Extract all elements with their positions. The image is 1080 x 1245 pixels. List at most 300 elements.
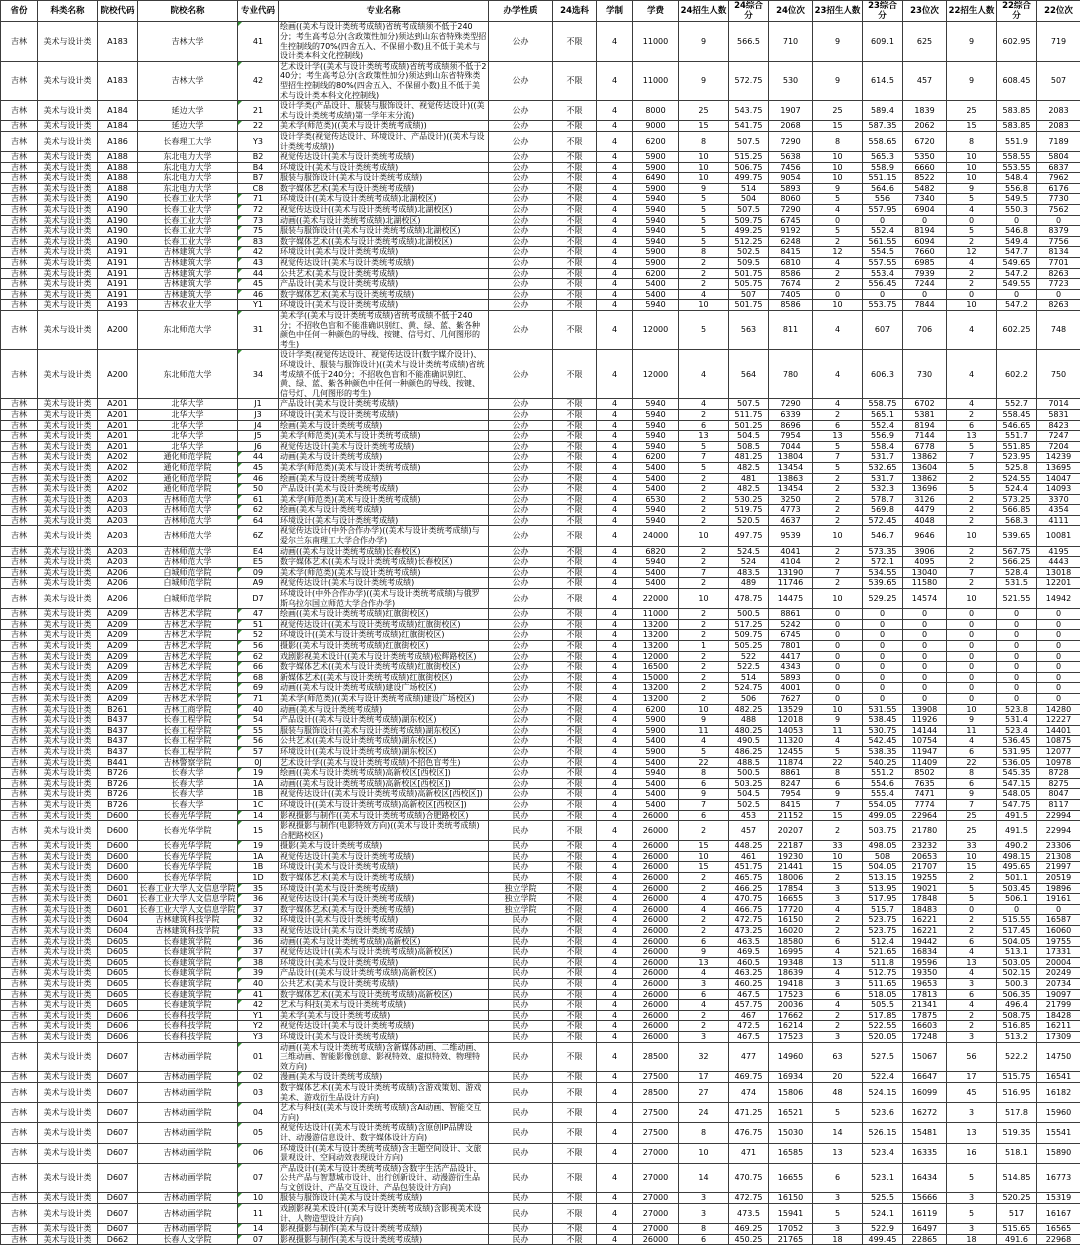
cell-major-name[interactable]: 视觉传达设计(美术与设计类统考成绩)	[279, 258, 489, 269]
cell-enroll-24[interactable]: 5	[679, 226, 729, 237]
cell-major-code[interactable]: Y3	[238, 131, 279, 151]
cell-enroll-23[interactable]: 2	[813, 1010, 863, 1021]
cell-province[interactable]: 吉林	[1, 152, 38, 163]
cell-major-code[interactable]: 06	[238, 1143, 279, 1163]
cell-enroll-22[interactable]: 16	[947, 1143, 997, 1163]
cell-score-24[interactable]: 500.5	[729, 609, 769, 620]
cell-enroll-23[interactable]: 9	[813, 61, 863, 100]
cell-category[interactable]: 美术与设计类	[38, 693, 98, 704]
cell-major-code[interactable]: 46	[238, 289, 279, 300]
cell-school-type[interactable]: 民办	[489, 1163, 553, 1193]
cell-score-22[interactable]: 583.85	[997, 121, 1037, 132]
cell-category[interactable]: 美术与设计类	[38, 1193, 98, 1204]
cell-enroll-22[interactable]: 5	[947, 462, 997, 473]
cell-province[interactable]: 吉林	[1, 904, 38, 915]
cell-enroll-22[interactable]: 0	[947, 630, 997, 641]
cell-score-24[interactable]: 507.5	[729, 399, 769, 410]
cell-subject-req-24[interactable]: 不限	[553, 131, 597, 151]
cell-major-name[interactable]: 美术学(师范类)(美术与设计类统考成绩)	[279, 431, 489, 442]
cell-college-name[interactable]: 长春工业大学人文信息学院	[138, 883, 238, 894]
cell-duration[interactable]: 4	[597, 279, 633, 290]
cell-school-type[interactable]: 民办	[489, 1193, 553, 1204]
cell-college-name[interactable]: 吉林艺术学院	[138, 609, 238, 620]
cell-score-22[interactable]: 549.65	[997, 258, 1037, 269]
cell-duration[interactable]: 4	[597, 841, 633, 852]
cell-duration[interactable]: 4	[597, 619, 633, 630]
cell-major-name[interactable]: 视觉传达设计(美术与设计类统考成绩)	[279, 578, 489, 589]
cell-school-type[interactable]: 公办	[489, 205, 553, 216]
cell-college-code[interactable]: A191	[98, 279, 138, 290]
cell-major-code[interactable]: 45	[238, 462, 279, 473]
cell-score-24[interactable]: 482.5	[729, 462, 769, 473]
cell-tuition[interactable]: 28500	[633, 1082, 679, 1102]
cell-enroll-23[interactable]: 2	[813, 578, 863, 589]
cell-enroll-23[interactable]: 2	[813, 279, 863, 290]
cell-college-code[interactable]: A188	[98, 162, 138, 173]
cell-enroll-22[interactable]: 2	[947, 578, 997, 589]
cell-score-23[interactable]: 503.75	[863, 821, 903, 841]
cell-college-code[interactable]: D600	[98, 862, 138, 873]
cell-school-type[interactable]: 民办	[489, 810, 553, 821]
cell-province[interactable]: 吉林	[1, 619, 38, 630]
cell-tuition[interactable]: 26000	[633, 979, 679, 990]
cell-college-name[interactable]: 通化师范学院	[138, 462, 238, 473]
cell-province[interactable]: 吉林	[1, 936, 38, 947]
cell-major-name[interactable]: 产品设计(美术与设计类统考成绩)	[279, 399, 489, 410]
cell-school-type[interactable]: 公办	[489, 641, 553, 652]
cell-rank-24[interactable]: 16150	[769, 1193, 813, 1204]
cell-major-name[interactable]: 绘画((美术与设计类统考成绩)高新校区[西校区])	[279, 768, 489, 779]
cell-rank-22[interactable]: 7756	[1037, 236, 1080, 247]
cell-category[interactable]: 美术与设计类	[38, 768, 98, 779]
cell-school-type[interactable]: 民办	[489, 1010, 553, 1021]
cell-score-24[interactable]: 501.75	[729, 300, 769, 311]
cell-score-24[interactable]: 472.75	[729, 915, 769, 926]
cell-major-code[interactable]: Y2	[238, 1021, 279, 1032]
cell-duration[interactable]: 4	[597, 452, 633, 463]
cell-major-name[interactable]: 戏剧影视美术设计((美术与设计类统考成绩)含影视美术设计、人物造型设计方向)	[279, 1204, 489, 1224]
cell-category[interactable]: 美术与设计类	[38, 609, 98, 620]
cell-rank-24[interactable]: 8586	[769, 300, 813, 311]
cell-enroll-23[interactable]: 6	[813, 778, 863, 789]
cell-major-code[interactable]: 71	[238, 194, 279, 205]
cell-tuition[interactable]: 13200	[633, 683, 679, 694]
cell-rank-22[interactable]: 14047	[1037, 473, 1080, 484]
cell-rank-24[interactable]: 7044	[769, 441, 813, 452]
cell-category[interactable]: 美术与设计类	[38, 546, 98, 557]
cell-enroll-23[interactable]: 3	[813, 979, 863, 990]
cell-tuition[interactable]: 27500	[633, 1123, 679, 1143]
cell-major-code[interactable]: 61	[238, 494, 279, 505]
cell-province[interactable]: 吉林	[1, 873, 38, 884]
cell-score-22[interactable]: 517.45	[997, 926, 1037, 937]
cell-duration[interactable]: 4	[597, 526, 633, 546]
cell-tuition[interactable]: 26000	[633, 821, 679, 841]
cell-enroll-24[interactable]: 3	[679, 1204, 729, 1224]
cell-score-22[interactable]: 550.3	[997, 205, 1037, 216]
cell-school-type[interactable]: 民办	[489, 1072, 553, 1083]
cell-rank-23[interactable]: 4095	[903, 557, 947, 568]
cell-category[interactable]: 美术与设计类	[38, 862, 98, 873]
cell-rank-22[interactable]: 14239	[1037, 452, 1080, 463]
cell-major-name[interactable]: 环境设计(美术与设计类统考成绩)	[279, 862, 489, 873]
cell-college-code[interactable]: A201	[98, 441, 138, 452]
cell-enroll-23[interactable]: 10	[813, 526, 863, 546]
cell-tuition[interactable]: 5400	[633, 279, 679, 290]
cell-score-22[interactable]: 519.35	[997, 1123, 1037, 1143]
cell-duration[interactable]: 4	[597, 557, 633, 568]
cell-rank-24[interactable]: 5893	[769, 183, 813, 194]
cell-enroll-24[interactable]: 4	[679, 968, 729, 979]
cell-duration[interactable]: 4	[597, 725, 633, 736]
cell-category[interactable]: 美术与设计类	[38, 651, 98, 662]
cell-subject-req-24[interactable]: 不限	[553, 651, 597, 662]
cell-score-24[interactable]: 460.25	[729, 979, 769, 990]
cell-college-code[interactable]: A191	[98, 258, 138, 269]
cell-province[interactable]: 吉林	[1, 101, 38, 121]
cell-province[interactable]: 吉林	[1, 473, 38, 484]
cell-rank-24[interactable]: 18006	[769, 873, 813, 884]
cell-college-name[interactable]: 长春科技学院	[138, 1031, 238, 1042]
cell-duration[interactable]: 4	[597, 194, 633, 205]
cell-enroll-24[interactable]: 4	[679, 350, 729, 399]
cell-college-code[interactable]: A191	[98, 268, 138, 279]
cell-score-22[interactable]: 0	[997, 651, 1037, 662]
cell-rank-24[interactable]: 3250	[769, 494, 813, 505]
cell-major-name[interactable]: 视觉传达设计(美术与设计类统考成绩)	[279, 152, 489, 163]
cell-major-code[interactable]: 54	[238, 715, 279, 726]
cell-rank-22[interactable]: 8117	[1037, 799, 1080, 810]
cell-enroll-24[interactable]: 2	[679, 693, 729, 704]
cell-college-name[interactable]: 长春人文学院	[138, 1234, 238, 1245]
cell-college-code[interactable]: B441	[98, 757, 138, 768]
cell-score-23[interactable]: 513.95	[863, 883, 903, 894]
cell-rank-24[interactable]: 8415	[769, 799, 813, 810]
cell-enroll-24[interactable]: 2	[679, 672, 729, 683]
cell-tuition[interactable]: 5900	[633, 725, 679, 736]
cell-rank-23[interactable]: 0	[903, 630, 947, 641]
cell-score-22[interactable]: 551.7	[997, 431, 1037, 442]
cell-subject-req-24[interactable]: 不限	[553, 789, 597, 800]
cell-rank-24[interactable]: 15941	[769, 1204, 813, 1224]
cell-score-24[interactable]: 482.5	[729, 484, 769, 495]
cell-province[interactable]: 吉林	[1, 768, 38, 779]
cell-subject-req-24[interactable]: 不限	[553, 484, 597, 495]
cell-college-code[interactable]: B726	[98, 789, 138, 800]
cell-school-type[interactable]: 公办	[489, 515, 553, 526]
cell-score-23[interactable]: 523.75	[863, 915, 903, 926]
cell-rank-22[interactable]: 20734	[1037, 979, 1080, 990]
cell-college-code[interactable]: D601	[98, 904, 138, 915]
cell-enroll-24[interactable]: 2	[679, 268, 729, 279]
cell-major-code[interactable]: 32	[238, 915, 279, 926]
cell-category[interactable]: 美术与设计类	[38, 152, 98, 163]
cell-major-name[interactable]: 设计学类(产品设计、服装与服饰设计、视觉传达设计)((美术与设计类统考成绩)第一学年末分流)	[279, 101, 489, 121]
cell-rank-23[interactable]: 8194	[903, 420, 947, 431]
cell-college-code[interactable]: A209	[98, 609, 138, 620]
cell-score-23[interactable]: 0	[863, 651, 903, 662]
cell-major-name[interactable]: 环境设计(美术与设计类统考成绩)	[279, 915, 489, 926]
cell-rank-24[interactable]: 16521	[769, 1103, 813, 1123]
cell-subject-req-24[interactable]: 不限	[553, 704, 597, 715]
cell-school-type[interactable]: 民办	[489, 1000, 553, 1011]
cell-school-type[interactable]: 民办	[489, 926, 553, 937]
cell-tuition[interactable]: 26000	[633, 926, 679, 937]
cell-score-23[interactable]: 555.4	[863, 789, 903, 800]
cell-score-22[interactable]: 0	[997, 672, 1037, 683]
cell-rank-22[interactable]: 0	[1037, 662, 1080, 673]
cell-score-24[interactable]: 480.25	[729, 725, 769, 736]
cell-major-name[interactable]: 环境设计(美术与设计类统考成绩)	[279, 409, 489, 420]
cell-college-name[interactable]: 长春工业大学	[138, 205, 238, 216]
cell-college-code[interactable]: A209	[98, 641, 138, 652]
cell-enroll-24[interactable]: 2	[679, 557, 729, 568]
cell-rank-23[interactable]: 16099	[903, 1082, 947, 1102]
cell-rank-23[interactable]: 7340	[903, 194, 947, 205]
cell-score-22[interactable]: 0	[997, 215, 1037, 226]
cell-school-type[interactable]: 民办	[489, 915, 553, 926]
cell-category[interactable]: 美术与设计类	[38, 61, 98, 100]
cell-college-name[interactable]: 吉林动画学院	[138, 1163, 238, 1193]
cell-enroll-22[interactable]: 33	[947, 841, 997, 852]
cell-rank-22[interactable]: 7247	[1037, 431, 1080, 442]
cell-subject-req-24[interactable]: 不限	[553, 683, 597, 694]
cell-duration[interactable]: 4	[597, 1010, 633, 1021]
cell-score-22[interactable]: 556.8	[997, 183, 1037, 194]
cell-major-code[interactable]: 66	[238, 662, 279, 673]
cell-school-type[interactable]: 民办	[489, 1234, 553, 1245]
cell-college-name[interactable]: 东北师范大学	[138, 311, 238, 350]
cell-subject-req-24[interactable]: 不限	[553, 152, 597, 163]
cell-enroll-23[interactable]: 10	[813, 851, 863, 862]
cell-enroll-24[interactable]: 15	[679, 841, 729, 852]
cell-score-22[interactable]: 0	[997, 662, 1037, 673]
cell-rank-22[interactable]: 14401	[1037, 725, 1080, 736]
cell-college-code[interactable]: D600	[98, 810, 138, 821]
cell-subject-req-24[interactable]: 不限	[553, 1163, 597, 1193]
cell-score-24[interactable]: 503.25	[729, 778, 769, 789]
cell-college-name[interactable]: 吉林艺术学院	[138, 630, 238, 641]
cell-school-type[interactable]: 公办	[489, 173, 553, 184]
cell-enroll-24[interactable]: 2	[679, 683, 729, 694]
cell-school-type[interactable]: 公办	[489, 279, 553, 290]
cell-score-23[interactable]: 551.15	[863, 173, 903, 184]
cell-major-name[interactable]: 数字媒体艺术((美术与设计类统考成绩)红旗街校区)	[279, 662, 489, 673]
cell-major-code[interactable]: 1D	[238, 873, 279, 884]
cell-college-code[interactable]: B437	[98, 746, 138, 757]
cell-major-code[interactable]: 1C	[238, 799, 279, 810]
cell-major-name[interactable]: 美术学((美术与设计类统考成绩)省统考成绩不低于240分；不招收色盲和不能准确识别红、黄、绿、蓝、紫各种颜色中任何一种颜色的导线、按键、信号灯、几何图形的考生)	[279, 311, 489, 350]
cell-major-code[interactable]: 68	[238, 672, 279, 683]
cell-score-22[interactable]: 500.3	[997, 979, 1037, 990]
cell-rank-24[interactable]: 12018	[769, 715, 813, 726]
cell-tuition[interactable]: 26000	[633, 894, 679, 905]
cell-subject-req-24[interactable]: 不限	[553, 247, 597, 258]
cell-subject-req-24[interactable]: 不限	[553, 936, 597, 947]
cell-rank-22[interactable]: 12201	[1037, 578, 1080, 589]
cell-score-24[interactable]: 470.75	[729, 894, 769, 905]
cell-category[interactable]: 美术与设计类	[38, 1163, 98, 1193]
cell-category[interactable]: 美术与设计类	[38, 957, 98, 968]
cell-rank-24[interactable]: 4001	[769, 683, 813, 694]
cell-score-23[interactable]: 0	[863, 215, 903, 226]
cell-province[interactable]: 吉林	[1, 131, 38, 151]
cell-tuition[interactable]: 6490	[633, 173, 679, 184]
cell-score-22[interactable]: 553.55	[997, 162, 1037, 173]
cell-subject-req-24[interactable]: 不限	[553, 494, 597, 505]
cell-category[interactable]: 美术与设计类	[38, 904, 98, 915]
cell-score-23[interactable]: 524.1	[863, 1204, 903, 1224]
cell-score-23[interactable]: 540.25	[863, 757, 903, 768]
cell-category[interactable]: 美术与设计类	[38, 484, 98, 495]
cell-enroll-24[interactable]: 5	[679, 311, 729, 350]
cell-subject-req-24[interactable]: 不限	[553, 399, 597, 410]
cell-score-22[interactable]: 0	[997, 641, 1037, 652]
cell-rank-22[interactable]: 14280	[1037, 704, 1080, 715]
cell-college-name[interactable]: 长春大学	[138, 799, 238, 810]
cell-college-name[interactable]: 吉林艺术学院	[138, 641, 238, 652]
cell-enroll-22[interactable]: 10	[947, 704, 997, 715]
cell-category[interactable]: 美术与设计类	[38, 399, 98, 410]
cell-score-23[interactable]: 552.4	[863, 226, 903, 237]
cell-enroll-24[interactable]: 2	[679, 409, 729, 420]
cell-school-type[interactable]: 民办	[489, 841, 553, 852]
cell-major-code[interactable]: B4	[238, 162, 279, 173]
cell-subject-req-24[interactable]: 不限	[553, 311, 597, 350]
cell-school-type[interactable]: 民办	[489, 1224, 553, 1235]
cell-subject-req-24[interactable]: 不限	[553, 431, 597, 442]
cell-score-24[interactable]: 461	[729, 851, 769, 862]
cell-school-type[interactable]: 公办	[489, 409, 553, 420]
cell-rank-22[interactable]: 0	[1037, 619, 1080, 630]
cell-major-code[interactable]: 47	[238, 609, 279, 620]
cell-rank-22[interactable]: 0	[1037, 630, 1080, 641]
cell-rank-22[interactable]: 4195	[1037, 546, 1080, 557]
cell-major-name[interactable]: 动画(美术与设计类统考成绩)	[279, 452, 489, 463]
cell-duration[interactable]: 4	[597, 236, 633, 247]
cell-tuition[interactable]: 26000	[633, 862, 679, 873]
cell-major-name[interactable]: 数字媒体艺术(美术与设计类统考成绩)	[279, 183, 489, 194]
cell-duration[interactable]: 4	[597, 821, 633, 841]
cell-rank-24[interactable]: 16995	[769, 947, 813, 958]
cell-enroll-22[interactable]: 4	[947, 968, 997, 979]
cell-college-code[interactable]: A202	[98, 452, 138, 463]
cell-score-23[interactable]: 557.55	[863, 258, 903, 269]
cell-rank-24[interactable]: 7405	[769, 289, 813, 300]
cell-score-24[interactable]: 515.25	[729, 152, 769, 163]
cell-score-23[interactable]: 538.35	[863, 746, 903, 757]
cell-tuition[interactable]: 26000	[633, 968, 679, 979]
cell-enroll-22[interactable]: 6	[947, 936, 997, 947]
cell-enroll-22[interactable]: 7	[947, 452, 997, 463]
cell-category[interactable]: 美术与设计类	[38, 101, 98, 121]
cell-major-name[interactable]: 设计学类(视觉传达设计、视觉传达设计(数字媒介设计)、环境设计、服装与服饰设计)((美术与设计类统考成绩)省统考成绩不低于240分；不招收色盲和不能准确识别红、黄、绿、蓝、紫各种颜色中任何一种颜色的导线、按键、信号灯、几何图形的考生)	[279, 350, 489, 399]
cell-rank-23[interactable]: 3126	[903, 494, 947, 505]
cell-tuition[interactable]: 12000	[633, 350, 679, 399]
cell-school-type[interactable]: 公办	[489, 736, 553, 747]
cell-college-code[interactable]: A190	[98, 226, 138, 237]
cell-score-22[interactable]: 514.85	[997, 1163, 1037, 1193]
cell-college-name[interactable]: 长春大学	[138, 768, 238, 779]
cell-score-24[interactable]: 522	[729, 651, 769, 662]
cell-tuition[interactable]: 5940	[633, 399, 679, 410]
cell-duration[interactable]: 4	[597, 494, 633, 505]
cell-rank-24[interactable]: 13190	[769, 567, 813, 578]
cell-duration[interactable]: 4	[597, 662, 633, 673]
cell-score-22[interactable]: 515.55	[997, 915, 1037, 926]
cell-school-type[interactable]: 公办	[489, 152, 553, 163]
cell-college-code[interactable]: B726	[98, 778, 138, 789]
cell-duration[interactable]: 4	[597, 311, 633, 350]
cell-enroll-23[interactable]: 4	[813, 350, 863, 399]
cell-enroll-24[interactable]: 8	[679, 247, 729, 258]
cell-score-24[interactable]: 505.25	[729, 641, 769, 652]
cell-college-name[interactable]: 北华大学	[138, 399, 238, 410]
cell-score-23[interactable]: 518.05	[863, 989, 903, 1000]
cell-tuition[interactable]: 8000	[633, 101, 679, 121]
cell-score-24[interactable]: 563	[729, 311, 769, 350]
cell-enroll-22[interactable]: 10	[947, 526, 997, 546]
cell-major-code[interactable]: C8	[238, 183, 279, 194]
cell-college-name[interactable]: 东北电力大学	[138, 173, 238, 184]
cell-major-code[interactable]: 83	[238, 236, 279, 247]
cell-school-type[interactable]: 公办	[489, 258, 553, 269]
cell-tuition[interactable]: 5400	[633, 567, 679, 578]
cell-score-22[interactable]: 495.65	[997, 862, 1037, 873]
cell-tuition[interactable]: 5900	[633, 715, 679, 726]
cell-major-code[interactable]: B7	[238, 173, 279, 184]
cell-enroll-22[interactable]: 18	[947, 1234, 997, 1245]
cell-rank-23[interactable]: 3906	[903, 546, 947, 557]
cell-rank-22[interactable]: 15890	[1037, 1143, 1080, 1163]
cell-rank-23[interactable]: 0	[903, 289, 947, 300]
cell-college-code[interactable]: B437	[98, 725, 138, 736]
cell-rank-22[interactable]: 15960	[1037, 1103, 1080, 1123]
cell-major-code[interactable]: 62	[238, 505, 279, 516]
cell-major-code[interactable]: 75	[238, 226, 279, 237]
cell-rank-24[interactable]: 13454	[769, 484, 813, 495]
cell-enroll-23[interactable]: 10	[813, 173, 863, 184]
cell-rank-22[interactable]: 750	[1037, 350, 1080, 399]
cell-rank-23[interactable]: 8194	[903, 226, 947, 237]
cell-subject-req-24[interactable]: 不限	[553, 672, 597, 683]
cell-college-name[interactable]: 长春科技学院	[138, 1021, 238, 1032]
cell-rank-23[interactable]: 21341	[903, 1000, 947, 1011]
cell-school-type[interactable]: 独立学院	[489, 894, 553, 905]
cell-rank-23[interactable]: 5350	[903, 152, 947, 163]
cell-rank-22[interactable]: 507	[1037, 61, 1080, 100]
cell-enroll-23[interactable]: 33	[813, 841, 863, 852]
cell-rank-23[interactable]: 13604	[903, 462, 947, 473]
cell-rank-24[interactable]: 6745	[769, 630, 813, 641]
cell-rank-24[interactable]: 19418	[769, 979, 813, 990]
cell-major-name[interactable]: 视觉传达设计(美术与设计类统考成绩)	[279, 1021, 489, 1032]
cell-college-code[interactable]: D607	[98, 1103, 138, 1123]
cell-major-name[interactable]: 动画(美术与设计类统考成绩)	[279, 704, 489, 715]
cell-college-name[interactable]: 吉林大学	[138, 61, 238, 100]
cell-rank-24[interactable]: 12455	[769, 746, 813, 757]
cell-school-type[interactable]: 民办	[489, 1031, 553, 1042]
cell-score-24[interactable]: 502.5	[729, 247, 769, 258]
cell-duration[interactable]: 4	[597, 300, 633, 311]
cell-tuition[interactable]: 26000	[633, 841, 679, 852]
cell-college-name[interactable]: 吉林建筑科技学院	[138, 926, 238, 937]
cell-school-type[interactable]: 公办	[489, 194, 553, 205]
cell-rank-22[interactable]: 719	[1037, 22, 1080, 61]
cell-college-name[interactable]: 吉林动画学院	[138, 1193, 238, 1204]
cell-tuition[interactable]: 5400	[633, 789, 679, 800]
cell-score-22[interactable]: 491.5	[997, 821, 1037, 841]
